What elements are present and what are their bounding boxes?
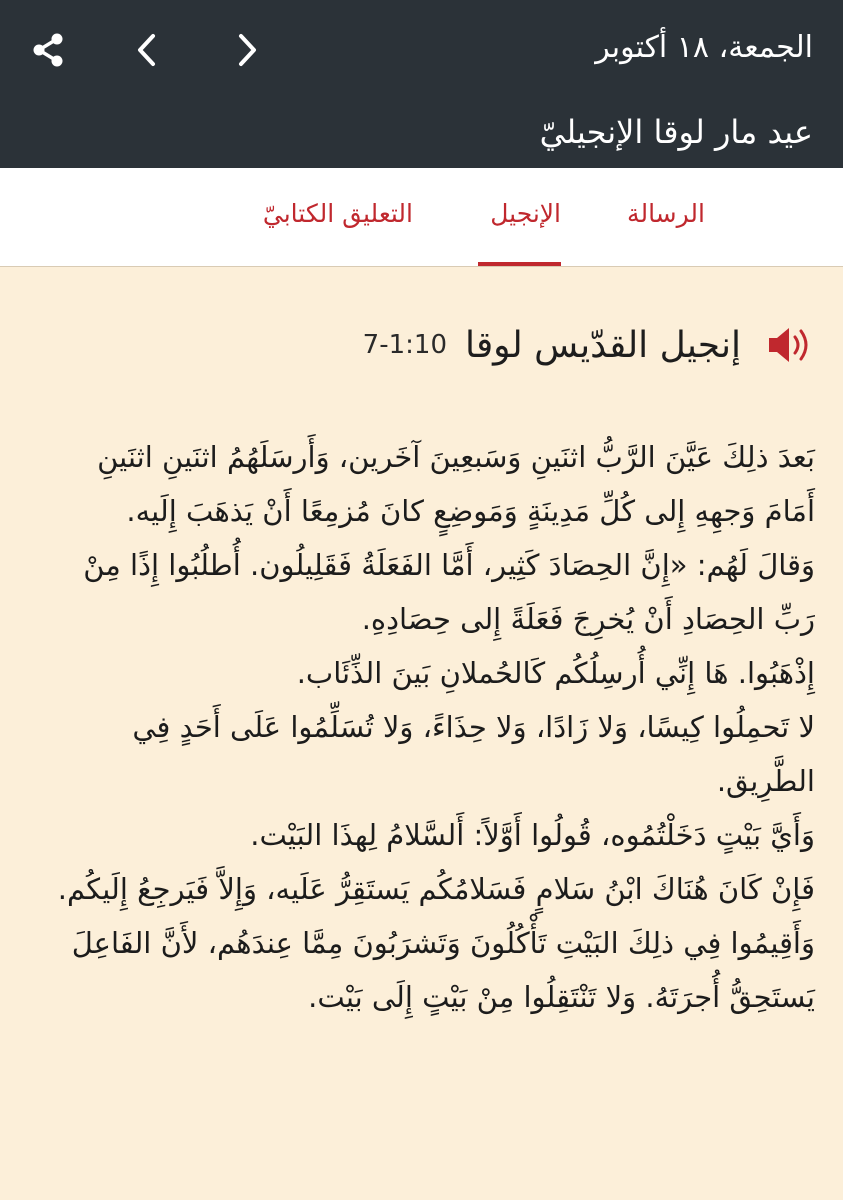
verse: وَأَقِيمُوا فِي ذلِكَ البَيْتِ تَأْكُلُونَ وَتَشرَبُونَ مِمَّا عِندَهُم، لأَنَّ الفَاعِلَ يَستَحِقُّ أُجرَتَهُ. وَلا تَنْتَقِلُوا مِنْ بَيْتٍ إِلَى بَيْت. — [71, 926, 815, 1014]
date-title: الجمعة، ١٨ أكتوبر — [595, 30, 813, 65]
chevron-left-icon[interactable] — [118, 20, 178, 80]
share-icon[interactable] — [18, 20, 78, 80]
tab-gospel[interactable]: الإنجيل — [490, 199, 561, 228]
chevron-right-icon[interactable] — [216, 20, 276, 80]
active-tab-indicator — [478, 262, 561, 266]
verse: إِذْهَبُوا. هَا إِنِّي أُرسِلُكُم كَالحُملانِ بَينَ الذِّئَاب. — [296, 656, 815, 690]
verse: لا تَحمِلُوا كِيسًا، وَلا زَادًا، وَلا حِذَاءً، وَلا تُسَلِّمُوا عَلَى أَحَدٍ فِي الطَّرِيق. — [132, 710, 815, 798]
verse: بَعدَ ذلِكَ عَيَّنَ الرَّبُّ اثنَينِ وَسَبعِينَ آخَرين، وَأَرسَلَهُمُ اثنَينِ اثنَينِ أَمَامَ وَجهِهِ إِلى كُلِّ مَدِينَةٍ وَمَوضِعٍ كانَ مُزمِعًا أَنْ يَذهَبَ إِلَيه. — [97, 440, 815, 528]
tab-commentary[interactable]: التعليق الكتابيّ — [262, 199, 413, 228]
verse: فَإِنْ كَانَ هُنَاكَ ابْنُ سَلامٍ فَسَلامُكُم يَستَقِرُّ عَلَيه، وَإِلاَّ فَيَرجِعُ إِلَيكُم. — [57, 872, 815, 906]
reading-text — [40, 430, 815, 1024]
reading-header — [363, 318, 813, 372]
verse: وَقالَ لَهُم: «إِنَّ الحِصَادَ كَثِير، أَمَّا الفَعَلَةُ فَقَلِيلُون. أُطلُبُوا إِذًا مِنْ رَبِّ الحِصَادِ أَنْ يُخرِجَ فَعَلَةً إِلى حِصَادِهِ. — [83, 548, 815, 636]
feast-subtitle: عيد مار لوقا الإنجيليّ — [539, 113, 813, 151]
reading-reference: 7-1:10 — [362, 330, 447, 360]
reading-tabs — [0, 168, 843, 267]
reading-title: إنجيل القدّيس لوقا — [464, 324, 741, 366]
speaker-icon[interactable] — [767, 322, 813, 368]
verse: وَأَيَّ بَيْتٍ دَخَلْتُمُوه، قُولُوا أَوَّلاً: أَلسَّلامُ لِهذَا البَيْت. — [250, 818, 815, 852]
top-app-bar — [0, 0, 843, 168]
tab-letter[interactable]: الرسالة — [627, 199, 705, 228]
